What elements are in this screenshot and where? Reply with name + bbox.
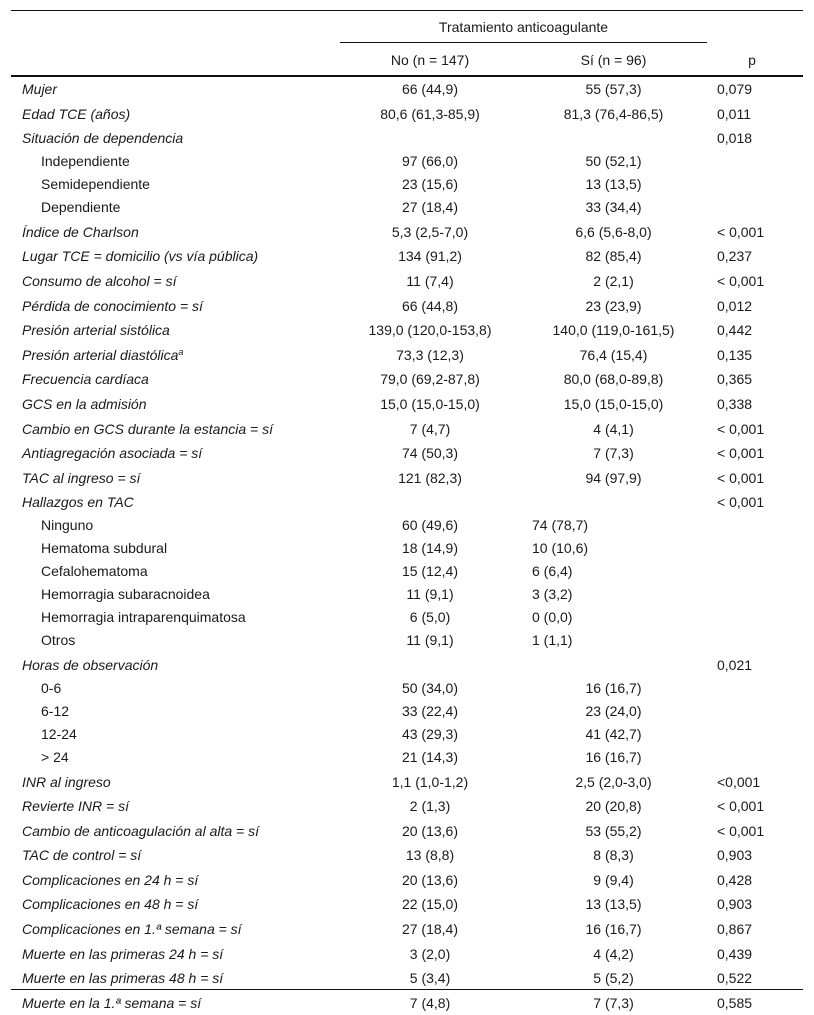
table-row (11, 654, 803, 677)
row-label (22, 967, 223, 990)
cell-no: 60 (49,6) (401, 517, 459, 534)
row-label (22, 943, 223, 966)
table-body (11, 78, 803, 1015)
cell-p-value: < 0,001 (717, 272, 765, 289)
cell-no: 7 (4,8) (409, 994, 451, 1011)
cell-si: 50 (52,1) (585, 153, 642, 170)
cell-p-value: 0,439 (717, 945, 753, 962)
cell-p-value: 0,338 (717, 395, 753, 412)
table-row (11, 967, 803, 990)
cell-no: 97 (66,0) (401, 153, 459, 170)
row-label (22, 467, 140, 490)
cell-si: 16 (16,7) (585, 679, 642, 696)
row-label-text: Dependiente (41, 199, 121, 216)
cell-si: 8 (8,3) (593, 847, 634, 864)
row-label-text: Lugar TCE = domicilio (vs vía pública) (22, 248, 259, 265)
table-bottom-rule (11, 989, 803, 990)
row-label (22, 992, 201, 1015)
row-label-text: Presión arterial sistólica (22, 322, 170, 339)
cell-p-value: 0,903 (717, 896, 753, 913)
cell-no: 43 (29,3) (401, 725, 459, 742)
cell-p-value: < 0,001 (717, 469, 765, 486)
table-row (11, 844, 803, 867)
cell-p-value: < 0,001 (717, 494, 765, 511)
table-row (11, 514, 803, 537)
row-label (41, 560, 148, 583)
cell-no: 50 (34,0) (401, 679, 459, 696)
cell-no: 15 (12,4) (401, 563, 459, 580)
cell-no: 73,3 (12,3) (396, 346, 464, 363)
row-label-text: TAC de control = sí (22, 847, 142, 864)
cell-p-value: 0,428 (717, 871, 753, 888)
row-label-text: 12-24 (41, 725, 77, 742)
cell-si: 7 (7,3) (593, 445, 634, 462)
cell-no: 11 (9,1) (406, 632, 454, 649)
row-label-text: GCS en la admisión (22, 395, 147, 412)
row-label-text: Hemorragia intraparenquimatosa (41, 609, 246, 626)
row-label-text: Hemorragia subaracnoidea (41, 586, 210, 603)
cell-no: 66 (44,8) (401, 297, 459, 314)
cell-si: 4 (4,1) (593, 420, 634, 437)
row-label-text: Cefalohematoma (41, 563, 148, 580)
row-label (22, 418, 273, 441)
cell-p-value: < 0,001 (717, 798, 765, 815)
table-row (11, 150, 803, 173)
cell-no: 5 (3,4) (409, 970, 451, 987)
row-label-text: Consumo de alcohol = sí (22, 272, 177, 289)
cell-si: 74 (78,7) (532, 517, 589, 534)
column-header-no: No (n = 147) (390, 52, 470, 68)
cell-no: 80,6 (61,3-85,9) (380, 105, 480, 122)
cell-si: 76,4 (15,4) (579, 346, 648, 363)
row-label (41, 583, 210, 606)
cell-si: 13 (13,5) (585, 176, 642, 193)
row-label-text: Pérdida de conocimiento = sí (22, 297, 203, 314)
row-label (41, 677, 61, 700)
table-row (11, 869, 803, 892)
cell-no: 1,1 (1,0-1,2) (391, 773, 469, 790)
row-label (22, 319, 170, 342)
row-label-text: Complicaciones en 48 h = sí (22, 896, 199, 913)
row-label (22, 795, 129, 818)
row-label-text: Situación de dependencia (22, 130, 184, 147)
row-label (22, 270, 176, 293)
cell-p-value: <0,001 (717, 773, 761, 790)
row-label (41, 606, 246, 629)
table-row (11, 560, 803, 583)
row-label-text: Edad TCE (años) (22, 105, 131, 122)
cell-si: 15,0 (15,0-15,0) (563, 395, 664, 412)
cell-si: 13 (13,5) (585, 896, 642, 913)
cell-p-value: 0,585 (717, 994, 753, 1011)
row-label (22, 491, 134, 514)
table-row (11, 418, 803, 441)
cell-p-value: 0,442 (717, 322, 753, 339)
cell-si: 6 (6,4) (532, 563, 573, 580)
row-label-text: Cambio en GCS durante la estancia = sí (22, 420, 273, 437)
group-header-rule (340, 42, 707, 43)
row-label (22, 295, 203, 318)
cell-no: 21 (14,3) (401, 748, 459, 765)
cell-no: 5,3 (2,5-7,0) (391, 223, 469, 240)
cell-p-value: 0,135 (717, 346, 753, 363)
row-label-text: 6-12 (41, 702, 70, 719)
row-label-text: Otros (41, 632, 76, 649)
cell-si: 41 (42,7) (585, 725, 642, 742)
row-label (22, 368, 149, 391)
row-label (22, 127, 183, 150)
cell-si: 2 (2,1) (593, 272, 634, 289)
row-label-text: Semidependiente (41, 176, 150, 193)
cell-si: 10 (10,6) (532, 540, 589, 557)
cell-si: 5 (5,2) (593, 970, 634, 987)
row-label-text: Cambio de anticoagulación al alta = sí (22, 822, 259, 839)
cell-p-value: 0,018 (717, 130, 753, 147)
table-row (11, 771, 803, 794)
cell-si: 23 (24,0) (585, 702, 642, 719)
row-label (22, 78, 57, 101)
row-label-text: Hallazgos en TAC (22, 494, 134, 511)
footnote-marker: a (178, 346, 184, 357)
row-label (41, 514, 93, 537)
row-label-text: Mujer (22, 81, 58, 97)
cell-no: 6 (5,0) (409, 609, 451, 626)
cell-si: 6,6 (5,6-8,0) (575, 223, 652, 240)
row-label (41, 150, 130, 173)
cell-si: 7 (7,3) (593, 994, 634, 1011)
cell-p-value: 0,867 (717, 921, 753, 938)
row-label-text: Antiagregación asociada = sí (22, 445, 203, 462)
row-label (41, 173, 150, 196)
cell-no: 11 (9,1) (406, 586, 454, 603)
cell-p-value: 0,021 (717, 656, 753, 673)
table-row (11, 103, 803, 126)
row-label-text: Independiente (41, 153, 130, 170)
row-label-text: 0-6 (41, 679, 62, 696)
row-label (22, 221, 139, 244)
table-row (11, 295, 803, 318)
table-row (11, 537, 803, 560)
row-label (22, 820, 259, 843)
group-header: Tratamiento anticoagulante (438, 19, 609, 35)
table-row (11, 368, 803, 391)
row-label-text: Revierte INR = sí (22, 798, 129, 815)
cell-no: 22 (15,0) (401, 896, 459, 913)
table-row (11, 78, 803, 101)
cell-si: 4 (4,2) (593, 945, 634, 962)
cell-si: 1 (1,1) (532, 632, 573, 649)
row-label-text: Complicaciones en 1.ª semana = sí (22, 921, 242, 938)
table-row (11, 127, 803, 150)
table-top-rule (11, 10, 803, 11)
row-label (41, 700, 69, 723)
cell-p-value: 0,237 (717, 248, 753, 265)
table-row (11, 319, 803, 342)
row-label (22, 245, 258, 268)
row-label (22, 918, 242, 941)
row-label (22, 393, 147, 416)
row-label (41, 629, 75, 652)
cell-p-value: < 0,001 (717, 420, 765, 437)
cell-p-value: 0,903 (717, 847, 753, 864)
table-row (11, 795, 803, 818)
cell-p-value: 0,079 (717, 81, 753, 97)
cell-p-value: 0,011 (717, 105, 751, 122)
table-row (11, 270, 803, 293)
row-label-text: Frecuencia cardíaca (22, 371, 149, 388)
cell-no: 33 (22,4) (401, 702, 459, 719)
cell-no: 20 (13,6) (401, 871, 459, 888)
cell-no: 13 (8,8) (405, 847, 455, 864)
row-label-text: > 24 (41, 748, 69, 765)
cell-si: 81,3 (76,4-86,5) (563, 105, 664, 122)
cell-no: 3 (2,0) (409, 945, 451, 962)
cell-p-value: 0,522 (717, 970, 753, 987)
row-label-text: Muerte en las primeras 48 h = sí (22, 970, 224, 987)
table-row (11, 467, 803, 490)
column-header-p: p (748, 52, 756, 68)
cell-no: 134 (91,2) (398, 248, 462, 265)
table-row (11, 629, 803, 652)
row-label-text: TAC al ingreso = sí (22, 469, 141, 486)
table-row (11, 491, 803, 514)
cell-si: 140,0 (119,0-161,5) (552, 322, 675, 339)
row-label (22, 654, 158, 677)
row-label (41, 537, 167, 560)
table-row (11, 583, 803, 606)
cell-no: 18 (14,9) (401, 540, 459, 557)
column-header-si: Sí (n = 96) (580, 52, 647, 68)
cell-si: 0 (0,0) (532, 609, 573, 626)
header-bottom-rule (11, 75, 803, 77)
row-label-text: Muerte en las primeras 24 h = sí (22, 945, 224, 962)
row-label (22, 103, 130, 126)
row-label-text: INR al ingreso (22, 773, 111, 790)
table-row (11, 344, 803, 367)
row-label (41, 723, 77, 746)
table-row (11, 221, 803, 244)
row-label (22, 344, 183, 367)
cell-no: 27 (18,4) (401, 921, 459, 938)
table-row (11, 943, 803, 966)
cell-p-value: < 0,001 (717, 822, 765, 839)
cell-si: 16 (16,7) (585, 921, 642, 938)
cell-si: 3 (3,2) (532, 586, 573, 603)
cell-no: 66 (44,9) (401, 81, 459, 97)
cell-si: 20 (20,8) (585, 798, 642, 815)
cell-no: 15,0 (15,0-15,0) (380, 395, 480, 412)
cell-no: 139,0 (120,0-153,8) (368, 322, 492, 339)
cell-no: 79,0 (69,2-87,8) (380, 371, 480, 388)
table-row (11, 700, 803, 723)
table-row (11, 820, 803, 843)
cell-si: 2,5 (2,0-3,0) (575, 773, 652, 790)
cell-si: 94 (97,9) (585, 469, 642, 486)
row-label-text: Ninguno (41, 517, 94, 534)
table-row (11, 918, 803, 941)
cell-si: 82 (85,4) (585, 248, 642, 265)
table-row (11, 893, 803, 916)
cell-si: 55 (57,3) (585, 81, 642, 97)
cell-p-value: < 0,001 (717, 445, 765, 462)
table-row (11, 245, 803, 268)
cell-no: 2 (1,3) (409, 798, 451, 815)
table-row (11, 992, 803, 1015)
row-label (41, 746, 69, 769)
cell-no: 23 (15,6) (401, 176, 459, 193)
row-label-text: Hematoma subdural (41, 540, 168, 557)
row-label (22, 869, 198, 892)
cell-si: 23 (23,9) (585, 297, 642, 314)
table-row (11, 196, 803, 219)
cell-no: 121 (82,3) (398, 469, 462, 486)
row-label-text: Horas de observación (22, 656, 159, 673)
table-row (11, 442, 803, 465)
row-label (22, 844, 141, 867)
row-label (22, 771, 111, 794)
cell-si: 16 (16,7) (585, 748, 642, 765)
row-label (41, 196, 120, 219)
table-row (11, 723, 803, 746)
cell-no: 20 (13,6) (401, 822, 459, 839)
cell-si: 80,0 (68,0-89,8) (563, 371, 664, 388)
row-label-text: Complicaciones en 24 h = sí (22, 871, 199, 888)
cell-si: 53 (55,2) (585, 822, 642, 839)
row-label-text: Muerte en la 1.ª semana = sí (22, 994, 202, 1011)
cell-si: 9 (9,4) (593, 871, 634, 888)
table-row (11, 393, 803, 416)
cell-p-value: < 0,001 (717, 223, 765, 240)
row-label (22, 893, 198, 916)
table-row (11, 677, 803, 700)
cell-p-value: 0,365 (717, 371, 753, 388)
cell-si: 33 (34,4) (585, 199, 642, 216)
cell-no: 27 (18,4) (401, 199, 459, 216)
table-row (11, 746, 803, 769)
row-label-text: Presión arterial diastólica (22, 346, 179, 363)
row-label-text: Índice de Charlson (22, 223, 139, 240)
table-row (11, 606, 803, 629)
cell-p-value: 0,012 (717, 297, 753, 314)
cell-no: 74 (50,3) (401, 445, 459, 462)
row-label (22, 442, 202, 465)
cell-no: 7 (4,7) (409, 420, 451, 437)
cell-no: 11 (7,4) (406, 272, 454, 289)
table-row (11, 173, 803, 196)
